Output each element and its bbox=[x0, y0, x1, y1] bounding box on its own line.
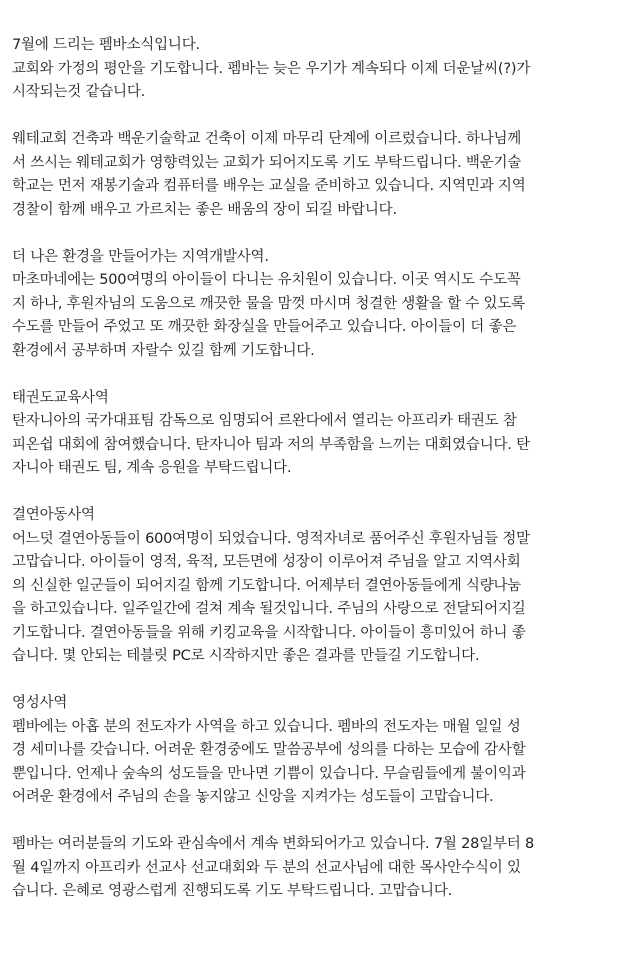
text-line: 웨테교회 건축과 백운기술학교 건축이 이제 마무리 단계에 이르렀습니다. 하나님께 bbox=[12, 131, 522, 147]
text-line: 탄자니아의 국가대표팀 감독으로 임명되어 르완다에서 열리는 아프리카 태권도 참 bbox=[12, 413, 517, 429]
text-line: 월 4일까지 아프리카 선교사 선교대회와 두 분의 선교사님에 대한 목사안수식이 있 bbox=[12, 859, 521, 876]
text-line: 의 신실한 일군들이 되어지길 함께 기도합니다. 어제부터 결연아동들에게 식량나눔 bbox=[12, 577, 522, 594]
text-line: 환경에서 공부하며 자랄수 있길 함께 기도합니다. bbox=[12, 342, 315, 359]
blank-line bbox=[12, 481, 636, 505]
text-line: 고맙습니다. 아이들이 영적, 육적, 모든면에 성장이 이루어져 주님을 알고 지역사회 bbox=[12, 554, 521, 570]
blank-line bbox=[12, 363, 636, 387]
text-line: 학교는 먼저 재봉기술과 컴퓨터를 배우는 교실을 준비하고 있습니다. 지역민과 지역 bbox=[12, 178, 526, 194]
document-body bbox=[12, 34, 636, 904]
blank-line bbox=[12, 810, 636, 834]
text-line: 시작되는것 같습니다. bbox=[12, 84, 146, 100]
text-line: 펨바에는 아홉 분의 전도자가 사역을 하고 있습니다. 펨바의 전도자는 매월 일일 성 bbox=[12, 718, 521, 735]
blank-line bbox=[12, 105, 636, 129]
text-line: 경찰이 함께 배우고 가르치는 좋은 배움의 장이 되길 바랍니다. bbox=[12, 201, 397, 218]
section-heading: 더 나은 환경을 만들어가는 지역개발사역. bbox=[12, 248, 269, 265]
text-line: 7월에 드리는 펨바소식입니다. bbox=[12, 37, 200, 53]
section-heading: 태권도교육사역 bbox=[12, 389, 109, 406]
text-line: 수도를 만들어 주었고 또 깨끗한 화장실을 만들어주고 있습니다. 아이들이 더 좋은 bbox=[12, 319, 517, 335]
text-line: 지 하나, 후원자님의 도움으로 깨끗한 물을 맘껏 마시며 청결한 생활을 할 수 있도록 bbox=[12, 295, 525, 312]
text-line: 교회와 가정의 평안을 기도합니다. 펨바는 늦은 우기가 계속되다 이제 더운날씨(?)가 bbox=[12, 60, 531, 77]
text-line: 펨바는 여러분들의 기도와 관심속에서 계속 변화되어가고 있습니다. 7월 28일부터 8 bbox=[12, 836, 535, 852]
blank-line bbox=[12, 222, 636, 246]
text-line: 습니다. 은혜로 영광스럽게 진행되도록 기도 부탁드립니다. 고맙습니다. bbox=[12, 883, 453, 899]
text-line: 자니아 태권도 팀, 계속 응원을 부탁드립니다. bbox=[12, 460, 292, 476]
blank-line bbox=[12, 669, 636, 693]
section-heading: 결연아동사역 bbox=[12, 507, 95, 523]
text-line: 뿐입니다. 언제나 숲속의 성도들을 만나면 기쁨이 있습니다. 무슬림들에게 불이익과 bbox=[12, 765, 526, 782]
text-line: 경 세미나를 갖습니다. 어려운 환경중에도 말씀공부에 성의를 다하는 모습에 감사할 bbox=[12, 742, 526, 758]
text-line: 을 하고있습니다. 일주일간에 걸쳐 계속 될것입니다. 주님의 사랑으로 전달되어지길 bbox=[12, 601, 526, 617]
text-line: 피온쉽 대회에 참여했습니다. 탄자니아 팀과 저의 부족함을 느끼는 대회였습니다. 탄 bbox=[12, 436, 530, 453]
text-line: 습니다. 몇 안되는 테블릿 PC로 시작하지만 좋은 결과를 만들길 기도합니다. bbox=[12, 648, 480, 664]
section-heading: 영성사역 bbox=[12, 695, 68, 711]
text-line: 마초마네에는 500여명의 아이들이 다니는 유치원이 있습니다. 이곳 역시도 수도꼭 bbox=[12, 272, 521, 288]
text-line: 기도합니다. 결연아동들을 위해 키킹교육을 시작합니다. 아이들이 흥미있어 하니 좋 bbox=[12, 624, 526, 641]
text-line: 어느덧 결연아동들이 600여명이 되었습니다. 영적자녀로 품어주신 후원자님들 정말 bbox=[12, 530, 530, 547]
text-line: 서 쓰시는 웨테교회가 영향력있는 교회가 되어지도록 기도 부탁드립니다. 백운기술 bbox=[12, 154, 522, 171]
text-line: 어려운 환경에서 주님의 손을 놓지않고 신앙을 지켜가는 성도들이 고맙습니다. bbox=[12, 789, 494, 805]
